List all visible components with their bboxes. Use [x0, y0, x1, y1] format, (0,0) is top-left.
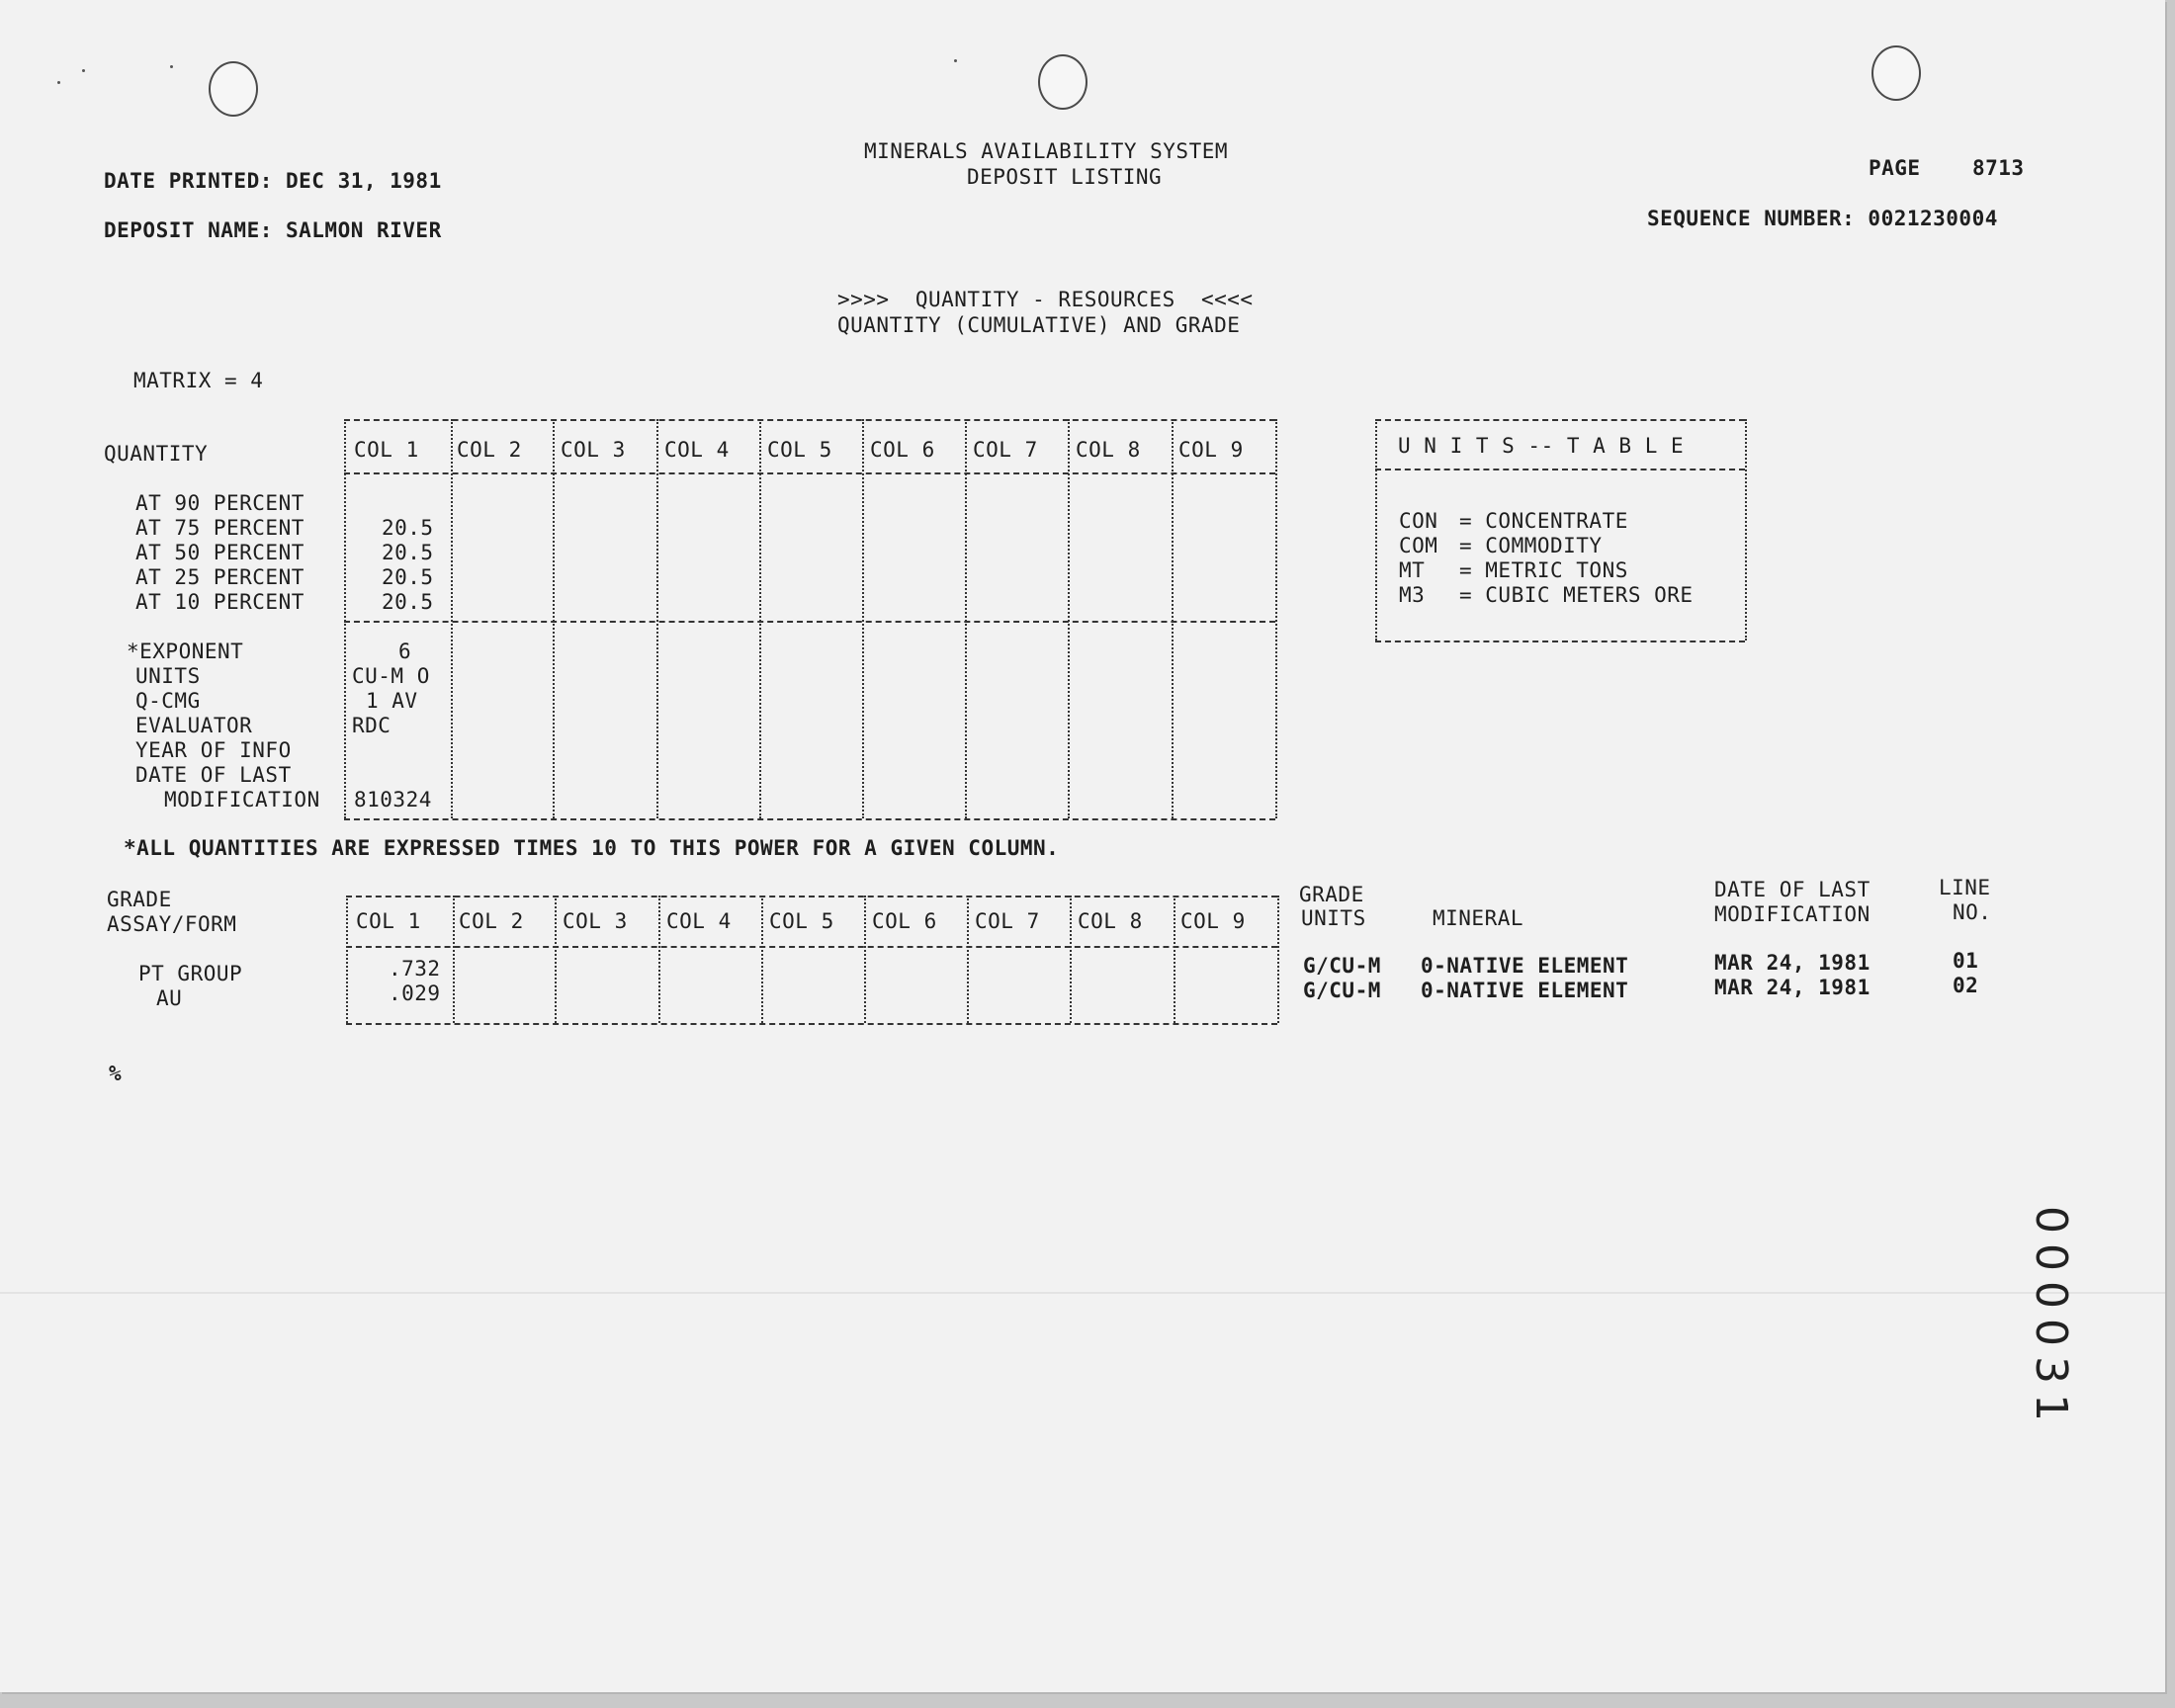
percent-mark: % [109, 1062, 123, 1085]
column-header: COL 6 [872, 909, 937, 933]
table-rule [346, 946, 1277, 948]
system-title: MINERALS AVAILABILITY SYSTEM [864, 139, 1229, 163]
meta-label: YEAR OF INFO [135, 738, 292, 762]
column-header: COL 6 [870, 438, 935, 462]
unit-code: CON [1399, 509, 1438, 533]
column-divider [656, 419, 658, 818]
table-rule [344, 472, 1275, 474]
speck [170, 65, 173, 68]
column-header: COL 1 [354, 438, 419, 462]
column-header: COL 3 [561, 438, 626, 462]
grade-units: G/CU-M [1303, 954, 1381, 978]
column-divider [862, 419, 864, 818]
column-divider [1172, 419, 1174, 818]
row-label: AT 90 PERCENT [135, 491, 304, 515]
date-header: DATE OF LAST [1714, 878, 1870, 901]
table-rule [346, 896, 1277, 897]
column-divider [658, 896, 660, 1023]
grade-row-label: PT GROUP [138, 962, 243, 985]
column-divider [761, 896, 763, 1023]
table-rule [344, 621, 1275, 623]
unit-meaning: = COMMODITY [1459, 534, 1603, 557]
punch-hole-center [1038, 54, 1088, 110]
line-number: 01 [1953, 949, 1979, 973]
column-divider [759, 419, 761, 818]
unit-meaning: = CONCENTRATE [1459, 509, 1628, 533]
column-header: COL 9 [1178, 438, 1244, 462]
table-rule [346, 1023, 1277, 1025]
line-header: LINE [1939, 876, 1991, 899]
units-table-title: U N I T S -- T A B L E [1398, 434, 1685, 458]
column-header: COL 4 [664, 438, 730, 462]
column-header: COL 7 [975, 909, 1040, 933]
unit-meaning: = METRIC TONS [1459, 558, 1628, 582]
speck [954, 59, 957, 62]
grade-units: G/CU-M [1303, 979, 1381, 1002]
page-label: PAGE [1869, 156, 1921, 180]
grade-value: .029 [389, 982, 441, 1005]
column-divider [346, 896, 348, 1023]
cell-value: 20.5 [382, 590, 434, 614]
unit-meaning: = CUBIC METERS ORE [1459, 583, 1694, 607]
row-label: AT 50 PERCENT [135, 541, 304, 564]
grade-value: .732 [389, 957, 441, 981]
modification-date: MAR 24, 1981 [1714, 976, 1870, 999]
meta-label: *EXPONENT [127, 640, 244, 663]
punch-hole-right [1871, 45, 1921, 101]
modification-date: MAR 24, 1981 [1714, 951, 1870, 975]
row-label: AT 75 PERCENT [135, 516, 304, 540]
listing-title: DEPOSIT LISTING [967, 165, 1163, 189]
mineral-name: 0-NATIVE ELEMENT [1421, 979, 1629, 1002]
row-label: AT 10 PERCENT [135, 590, 304, 614]
meta-value: RDC [352, 714, 392, 737]
speck [82, 69, 85, 72]
column-header: COL 7 [973, 438, 1038, 462]
cell-value: 20.5 [382, 565, 434, 589]
table-rule [1375, 469, 1745, 470]
table-rule [1375, 640, 1745, 642]
table-rule [344, 818, 1275, 820]
meta-label: EVALUATOR [135, 714, 253, 737]
column-divider [555, 896, 557, 1023]
quantity-header: QUANTITY [104, 442, 209, 466]
column-header: COL 8 [1076, 438, 1141, 462]
column-divider [1174, 896, 1175, 1023]
mineral-name: 0-NATIVE ELEMENT [1421, 954, 1629, 978]
column-header: COL 3 [563, 909, 628, 933]
assay-label: ASSAY/FORM [107, 912, 237, 936]
line-header: NO. [1953, 900, 1992, 924]
archive-stamp-number: 000031 [2026, 1206, 2076, 1431]
column-divider [1275, 419, 1277, 818]
table-rule [344, 419, 1275, 421]
deposit-name: DEPOSIT NAME: SALMON RIVER [104, 218, 442, 242]
section-title: >>>> QUANTITY - RESOURCES <<<< [837, 288, 1254, 311]
speck [57, 81, 60, 84]
column-header: COL 4 [666, 909, 732, 933]
column-header: COL 5 [767, 438, 832, 462]
line-number: 02 [1953, 974, 1979, 997]
cell-value: 20.5 [382, 541, 434, 564]
matrix-label: MATRIX = 4 [133, 369, 264, 392]
meta-value: CU-M O [352, 664, 430, 688]
column-divider [1070, 896, 1072, 1023]
column-header: COL 2 [457, 438, 522, 462]
column-divider [864, 896, 866, 1023]
exponent-footnote: *ALL QUANTITIES ARE EXPRESSED TIMES 10 TO THIS POWER FOR A GIVEN COLUMN. [124, 836, 1060, 860]
meta-value: 810324 [354, 788, 432, 811]
meta-label: UNITS [135, 664, 201, 688]
grade-units-header: UNITS [1301, 906, 1366, 930]
column-divider [967, 896, 969, 1023]
sequence-number: SEQUENCE NUMBER: 0021230004 [1647, 207, 1998, 230]
row-label: AT 25 PERCENT [135, 565, 304, 589]
date-printed: DATE PRINTED: DEC 31, 1981 [104, 169, 442, 193]
column-divider [453, 896, 455, 1023]
page-fold [0, 1292, 2165, 1294]
page-number: 8713 [1972, 156, 2025, 180]
grade-units-header: GRADE [1299, 883, 1364, 906]
unit-code: M3 [1399, 583, 1426, 607]
table-border [1745, 419, 1747, 640]
column-divider [1277, 896, 1279, 1023]
unit-code: MT [1399, 558, 1426, 582]
meta-label: DATE OF LAST [135, 763, 292, 787]
column-header: COL 8 [1078, 909, 1143, 933]
column-divider [344, 419, 346, 818]
unit-code: COM [1399, 534, 1438, 557]
meta-value: 1 AV [366, 689, 418, 713]
punch-hole-left [209, 61, 258, 117]
column-header: COL 2 [459, 909, 524, 933]
table-border [1375, 419, 1377, 640]
meta-label: MODIFICATION [164, 788, 320, 811]
column-divider [553, 419, 555, 818]
column-divider [1068, 419, 1070, 818]
column-header: COL 9 [1180, 909, 1246, 933]
meta-label: Q-CMG [135, 689, 201, 713]
column-divider [965, 419, 967, 818]
section-subtitle: QUANTITY (CUMULATIVE) AND GRADE [837, 313, 1241, 337]
meta-value: 6 [398, 640, 412, 663]
cell-value: 20.5 [382, 516, 434, 540]
mineral-header: MINERAL [1433, 906, 1524, 930]
column-header: COL 1 [356, 909, 421, 933]
date-header: MODIFICATION [1714, 902, 1870, 926]
column-header: COL 5 [769, 909, 834, 933]
grade-label: GRADE [107, 888, 172, 911]
table-rule [1375, 419, 1745, 421]
column-divider [451, 419, 453, 818]
grade-row-label: AU [156, 986, 183, 1010]
